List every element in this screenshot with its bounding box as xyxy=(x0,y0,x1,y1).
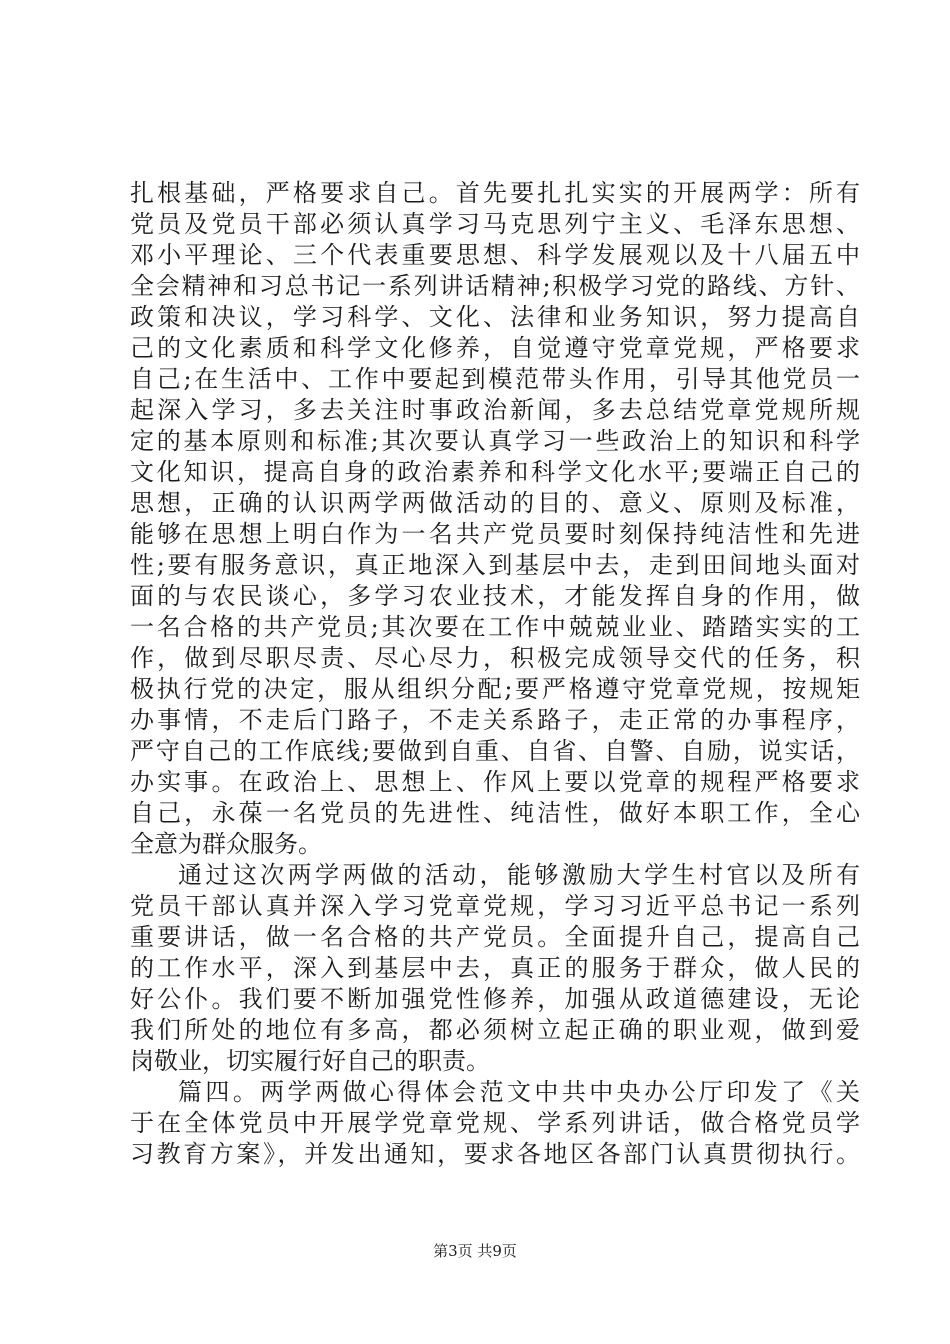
text-line: 篇四。两学两做心得体会范文中共中央办公厅印发了《关 xyxy=(178,1078,860,1106)
text-line: 邓小平理论、三个代表重要思想、科学发展观以及十八届五中 xyxy=(130,241,860,269)
text-line: 的工作水平，深入到基层中去，真正的服务于群众，做人民的 xyxy=(130,954,860,982)
text-line: 严守自己的工作底线;要做到自重、自省、自警、自励，说实话， xyxy=(130,737,860,765)
text-line: 极执行党的决定，服从组织分配;要严格遵守党章党规，按规矩 xyxy=(130,675,860,703)
text-line: 政策和决议，学习科学、文化、法律和业务知识，努力提高自 xyxy=(130,303,860,331)
text-line: 扎根基础，严格要求自己。首先要扎扎实实的开展两学：所有 xyxy=(130,179,860,207)
text-line: 文化知识，提高自身的政治素养和科学文化水平;要端正自己的 xyxy=(130,458,860,486)
text-line: 面的与农民谈心，多学习农业技术，才能发挥自身的作用，做 xyxy=(130,582,860,610)
text-line: 我们所处的地位有多高，都必须树立起正确的职业观，做到爱 xyxy=(130,1016,860,1044)
text-line: 全意为群众服务。 xyxy=(130,830,322,858)
text-line: 于在全体党员中开展学党章党规、学系列讲话，做合格党员学 xyxy=(130,1109,860,1137)
text-line: 通过这次两学两做的活动，能够激励大学生村官以及所有 xyxy=(178,861,860,889)
page-footer xyxy=(0,1240,950,1261)
text-line: 全会精神和习总书记一系列讲话精神;积极学习党的路线、方针、 xyxy=(130,272,860,300)
text-line: 自己，永葆一名党员的先进性、纯洁性，做好本职工作，全心 xyxy=(130,799,860,827)
text-line: 党员及党员干部必须认真学习马克思列宁主义、毛泽东思想、 xyxy=(130,210,860,238)
text-line: 党员干部认真并深入学习党章党规，学习习近平总书记一系列 xyxy=(130,892,860,920)
text-line: 办实事。在政治上、思想上、作风上要以党章的规程严格要求 xyxy=(130,768,860,796)
text-line: 性;要有服务意识，真正地深入到基层中去，走到田间地头面对 xyxy=(130,551,860,579)
text-line: 重要讲话，做一名合格的共产党员。全面提升自己，提高自己 xyxy=(130,923,860,951)
text-line: 作，做到尽职尽责、尽心尽力，积极完成领导交代的任务，积 xyxy=(130,644,860,672)
text-line: 能够在思想上明白作为一名共产党员要时刻保持纯洁性和先进 xyxy=(130,520,860,548)
text-line: 己的文化素质和科学文化修养，自觉遵守党章党规，严格要求 xyxy=(130,334,860,362)
text-line: 岗敬业，切实履行好自己的职责。 xyxy=(130,1047,490,1075)
page-number: 第3页 共9页 xyxy=(433,1242,517,1260)
text-line: 定的基本原则和标准;其次要认真学习一些政治上的知识和科学 xyxy=(130,427,860,455)
text-line: 思想，正确的认识两学两做活动的目的、意义、原则及标准， xyxy=(130,489,860,517)
text-line: 好公仆。我们要不断加强党性修养，加强从政道德建设，无论 xyxy=(130,985,860,1013)
text-line: 自己;在生活中、工作中要起到模范带头作用，引导其他党员一 xyxy=(130,365,860,393)
text-line: 办事情，不走后门路子，不走关系路子，走正常的办事程序， xyxy=(130,706,860,734)
body-text xyxy=(130,178,860,1170)
text-line: 习教育方案》，并发出通知，要求各地区各部门认真贯彻执行。 xyxy=(130,1140,860,1168)
text-line: 一名合格的共产党员;其次要在工作中兢兢业业、踏踏实实的工 xyxy=(130,613,860,641)
text-line: 起深入学习，多去关注时事政治新闻，多去总结党章党规所规 xyxy=(130,396,860,424)
